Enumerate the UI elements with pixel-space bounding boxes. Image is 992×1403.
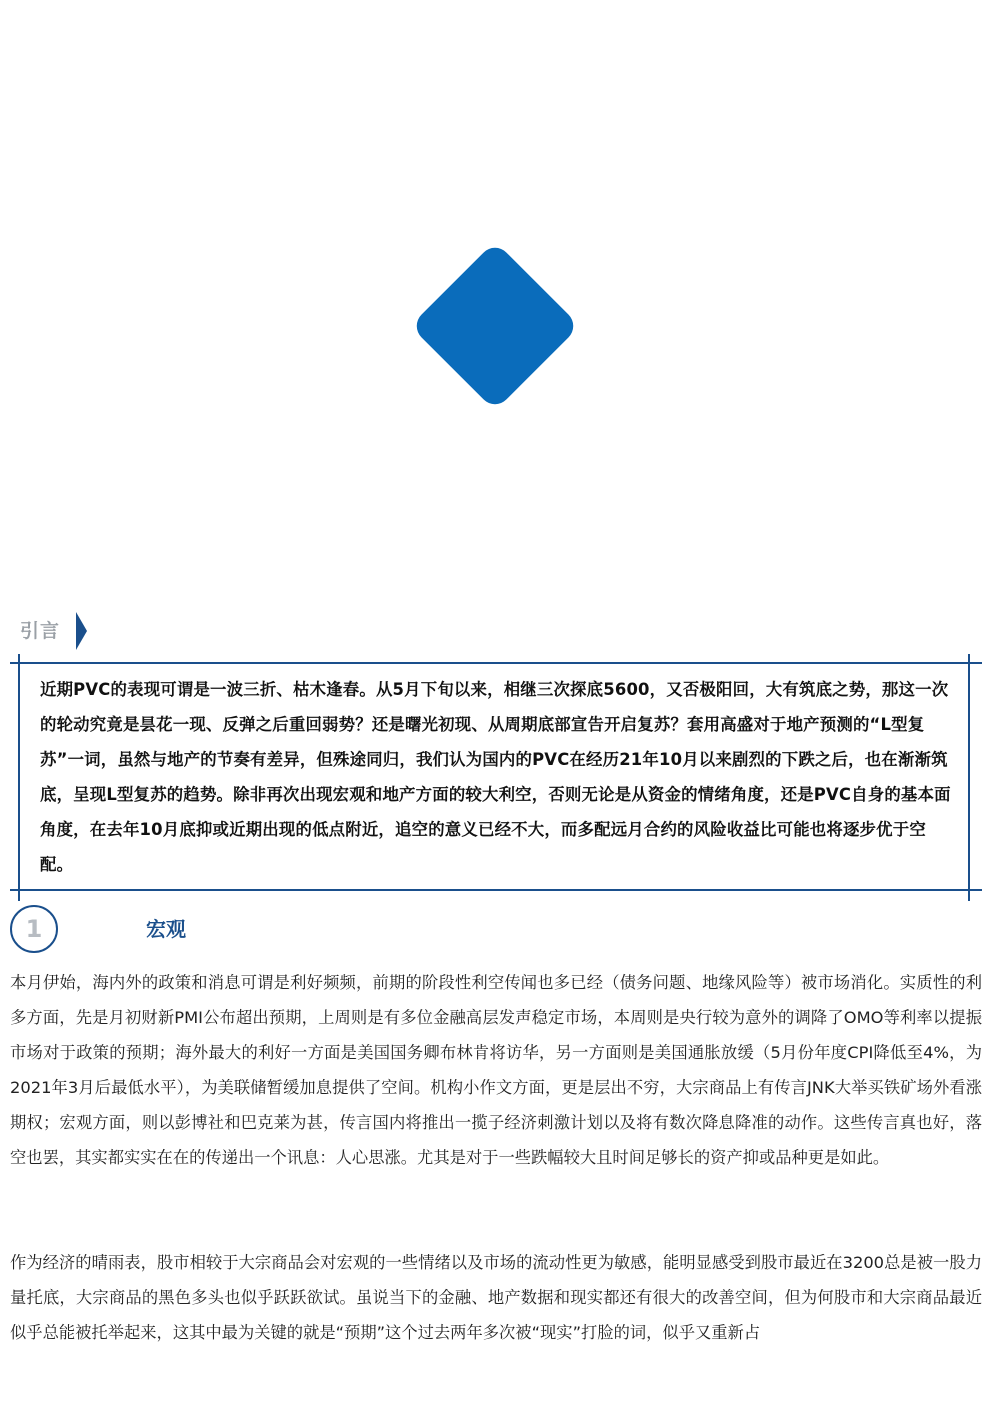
diamond-logo-icon bbox=[410, 241, 580, 411]
paragraph: 作为经济的晴雨表，股市相较于大宗商品会对宏观的一些情绪以及市场的流动性更为敏感，能明显感受到股市最近在3200总是被一股力量托底，大宗商品的黑色多头也似乎跃跃欲试。虽说当下的金融、地产数据和现实都还有很大的改善空间，但为何股市和大宗商品最近似乎总能被托举起来，这其中最为关键的就是“预期”这个过去两年多次被“现实”打脸的词，似乎又重新占 bbox=[10, 1253, 982, 1342]
section-number-badge: 1 bbox=[10, 905, 58, 953]
chevron-right-icon bbox=[76, 612, 87, 650]
section-title: 宏观 bbox=[146, 917, 186, 941]
quote-box-right-border bbox=[968, 654, 970, 901]
quote-box-top-border bbox=[10, 662, 982, 664]
paragraph: 本月伊始，海内外的政策和消息可谓是利好频频，前期的阶段性利空传闻也多已经（债务问题、地缘风险等）被市场消化。实质性的利多方面，先是月初财新PMI公布超出预期，上周则是有多位金融高层发声稳定市场，本周则是央行较为意外的调降了OMO等利率以提振市场对于政策的预期；海外最大的利好一方面是美国国务卿布林肯将访华，另一方面则是美国通胀放缓（5月份年度CPI降低至4%，为2021年3月后最低水平），为美联储暂缓加息提供了空间。机构小作文方面，更是层出不穷，大宗商品上有传言JNK大举买铁矿场外看涨期权；宏观方面，则以彭博社和巴克莱为甚，传言国内将推出一揽子经济刺激计划以及将有数次降息降准的动作。这些传言真也好，落空也罢，其实都实实在在的传递出一个讯息：人心思涨。尤其是对于一些跌幅较大且时间足够长的资产抑或品种更是如此。 bbox=[10, 973, 982, 1167]
quote-box-left-border bbox=[18, 654, 20, 901]
intro-summary-text: 近期PVC的表现可谓是一波三折、枯木逢春。从5月下旬以来，相继三次探底5600，又否极阳回，大有筑底之势，那这一次的轮动究竟是昙花一现、反弹之后重回弱势？还是曙光初现、从周期底部宣告开启复苏？套用高盛对于地产预测的“L型复苏”一词，虽然与地产的节奏有差异，但殊途同归，我们认为国内的PVC在经历21年10月以来剧烈的下跌之后，也在渐渐筑底，呈现L型复苏的趋势。除非再次出现宏观和地产方面的较大利空，否则无论是从资金的情绪角度，还是PVC自身的基本面角度，在去年10月底抑或近期出现的低点附近，追空的意义已经不大，而多配远月合约的风险收益比可能也将逐步优于空配。 bbox=[40, 680, 951, 874]
quote-box-bottom-border bbox=[10, 889, 982, 891]
intro-label: 引言 bbox=[20, 620, 61, 642]
